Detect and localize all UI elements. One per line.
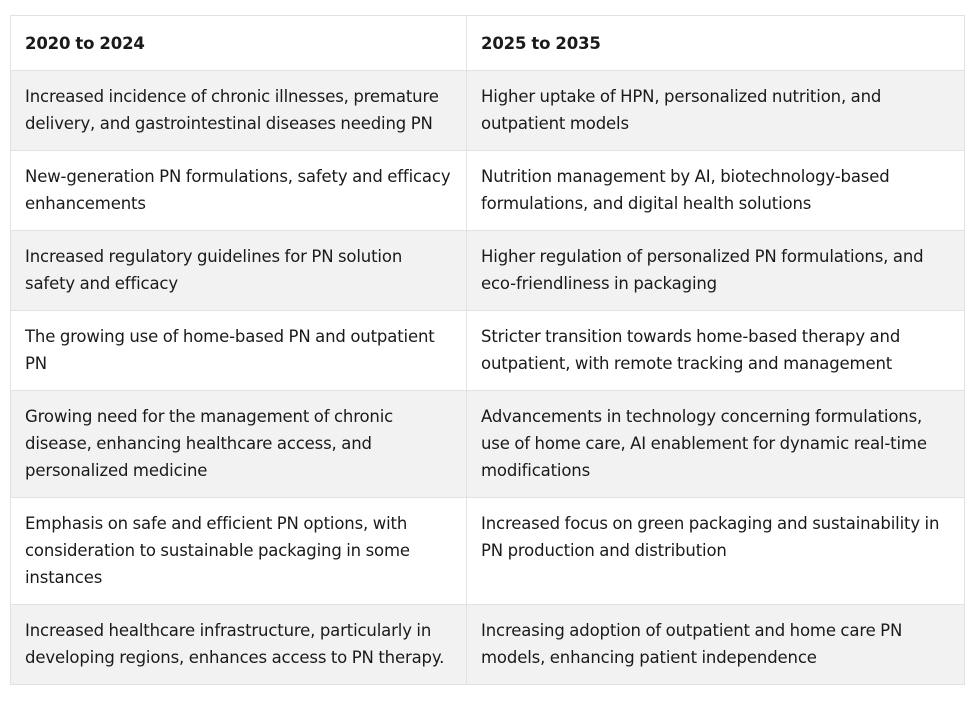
- comparison-table: [10, 15, 965, 685]
- table-cell: Increased regulatory guidelines for PN solution safety and efficacy: [11, 231, 467, 311]
- table-row: [11, 151, 965, 231]
- table-row: [11, 498, 965, 605]
- table-cell: Higher uptake of HPN, personalized nutrition, and outpatient models: [467, 71, 965, 151]
- table-row: [11, 605, 965, 685]
- table-cell: Increased focus on green packaging and sustainability in PN production and distribution: [467, 498, 965, 605]
- table-cell: Nutrition management by AI, biotechnology-based formulations, and digital health solutions: [467, 151, 965, 231]
- table-row: [11, 311, 965, 391]
- table-row: [11, 231, 965, 311]
- table-row: [11, 71, 965, 151]
- table-cell: Increased healthcare infrastructure, particularly in developing regions, enhances access to PN therapy.: [11, 605, 467, 685]
- table-cell: Advancements in technology concerning formulations, use of home care, AI enablement for dynamic real-time modifications: [467, 391, 965, 498]
- column-header-2020-2024: 2020 to 2024: [11, 16, 467, 71]
- table-cell: Emphasis on safe and efficient PN options, with consideration to sustainable packaging in some instances: [11, 498, 467, 605]
- table-cell: Stricter transition towards home-based therapy and outpatient, with remote tracking and management: [467, 311, 965, 391]
- table-header-row: [11, 16, 965, 71]
- table-cell: Increasing adoption of outpatient and home care PN models, enhancing patient independence: [467, 605, 965, 685]
- table-row: [11, 391, 965, 498]
- comparison-table-container: [10, 15, 964, 685]
- table-cell: Growing need for the management of chronic disease, enhancing healthcare access, and personalized medicine: [11, 391, 467, 498]
- column-header-2025-2035: 2025 to 2035: [467, 16, 965, 71]
- table-cell: New-generation PN formulations, safety and efficacy enhancements: [11, 151, 467, 231]
- table-cell: The growing use of home-based PN and outpatient PN: [11, 311, 467, 391]
- table-cell: Increased incidence of chronic illnesses, premature delivery, and gastrointestinal diseases needing PN: [11, 71, 467, 151]
- table-cell: Higher regulation of personalized PN formulations, and eco-friendliness in packaging: [467, 231, 965, 311]
